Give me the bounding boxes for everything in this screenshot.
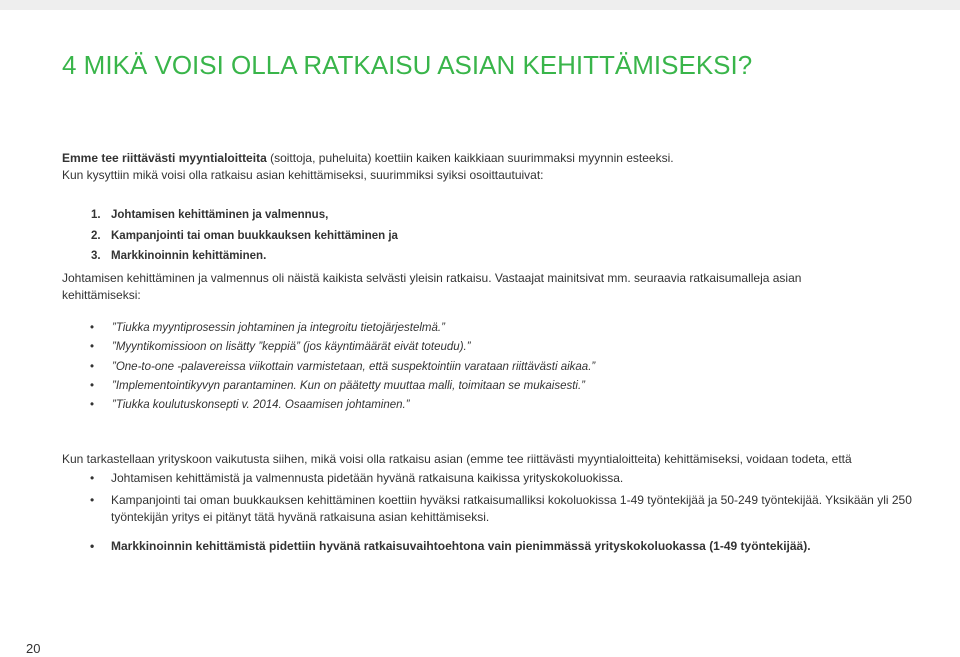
bullet-icon: • [90, 322, 95, 334]
quote-text: ”Implementointikyvyn parantaminen. Kun on päätetty muuttaa malli, toimitaan se mukaisesti.” [112, 379, 585, 392]
page-title: 4 MIKÄ VOISI OLLA RATKAISU ASIAN KEHITTÄMISEKSI? [62, 50, 753, 80]
quote-item [90, 377, 595, 396]
conclusion-section [62, 451, 922, 555]
conclusion-bullet [62, 470, 922, 487]
quote-text: ”Tiukka koulutuskonsepti v. 2014. Osaamisen johtaminen.” [112, 399, 410, 412]
item-number: 1. [91, 209, 101, 221]
respondent-quotes-list [90, 319, 595, 415]
page-number: 20 [26, 641, 41, 656]
top-band [0, 0, 960, 10]
bullet-text: Kampanjointi tai oman buukkauksen kehittäminen koettiin hyväksi ratkaisumalliksi kokoluokissa 1-49 työntekijää ja 50-249 työntekijää. Yksikään yli 250 työntekijän yritys ei pitänyt tätä hyvänä ratkaisuna asian kehittämiseksi. [111, 493, 912, 524]
intro-text [62, 150, 902, 184]
quote-text: ”Myyntikomissioon on lisätty ”keppiä” (jos käyntimäärät eivät toteudu).” [112, 341, 471, 354]
conclusion-bullets [62, 470, 922, 555]
bullet-icon: • [90, 399, 95, 412]
quote-text: ”One-to-one -palavereissa viikottain varmistetaan, että suspektointiin varataan riittävästi aikaa.” [112, 360, 596, 373]
numbered-item [91, 246, 398, 267]
bullet-icon: • [90, 341, 95, 354]
bullet-icon: • [90, 360, 95, 373]
intro-lead-rest: (soittoja, puheluita) koettiin kaiken kaikkiaan suurimmaksi myynnin esteeksi. [266, 151, 674, 165]
item-text: Markkinoinnin kehittäminen. [111, 250, 267, 262]
conclusion-bullet [62, 538, 922, 555]
bullet-icon: • [90, 493, 95, 507]
item-number: 3. [91, 250, 101, 262]
item-text: Johtamisen kehittäminen ja valmennus, [111, 209, 329, 221]
item-text: Kampanjointi tai oman buukkauksen kehittäminen ja [111, 229, 398, 242]
intro-lead-bold: Emme tee riittävästi myyntialoitteita [62, 151, 267, 165]
bullet-icon: • [90, 471, 95, 485]
bullet-icon: • [90, 539, 95, 553]
bullet-text: Markkinoinnin kehittämistä pidettiin hyvänä ratkaisuvaihtoehtona vain pienimmässä yrityskokoluokassa (1-49 työntekijää). [111, 539, 811, 553]
conclusion-lead: Kun tarkastellaan yrityskoon vaikutusta siihen, mikä voisi olla ratkaisu asian (emme tee riittävästi myyntialoitteita) kehittämiseksi, voidaan todeta, että [62, 452, 852, 466]
numbered-solutions-list [91, 205, 398, 267]
quote-item [90, 338, 595, 357]
intro-line-2: Kun kysyttiin mikä voisi olla ratkaisu asian kehittämiseksi, suurimmiksi syiksi osoittautuivat: [62, 168, 544, 182]
intro-line-1 [62, 150, 902, 167]
bullet-icon: • [90, 379, 95, 392]
quote-item [90, 396, 595, 415]
quote-item [90, 319, 595, 338]
summary-paragraph: Johtamisen kehittäminen ja valmennus oli näistä kaikista selvästi yleisin ratkaisu. Vastaajat mainitsivat mm. seuraavia ratkaisumalleja asian kehittämiseksi: [62, 271, 802, 302]
numbered-item [91, 205, 398, 226]
quote-text: ”Tiukka myyntiprosessin johtaminen ja integroitu tietojärjestelmä.” [112, 322, 445, 334]
numbered-item [91, 226, 398, 247]
item-number: 2. [91, 229, 101, 242]
quote-item [90, 358, 595, 377]
conclusion-bullet [62, 492, 922, 526]
bullet-text: Johtamisen kehittämistä ja valmennusta pidetään hyvänä ratkaisuna kaikissa yrityskokoluokissa. [111, 471, 624, 485]
